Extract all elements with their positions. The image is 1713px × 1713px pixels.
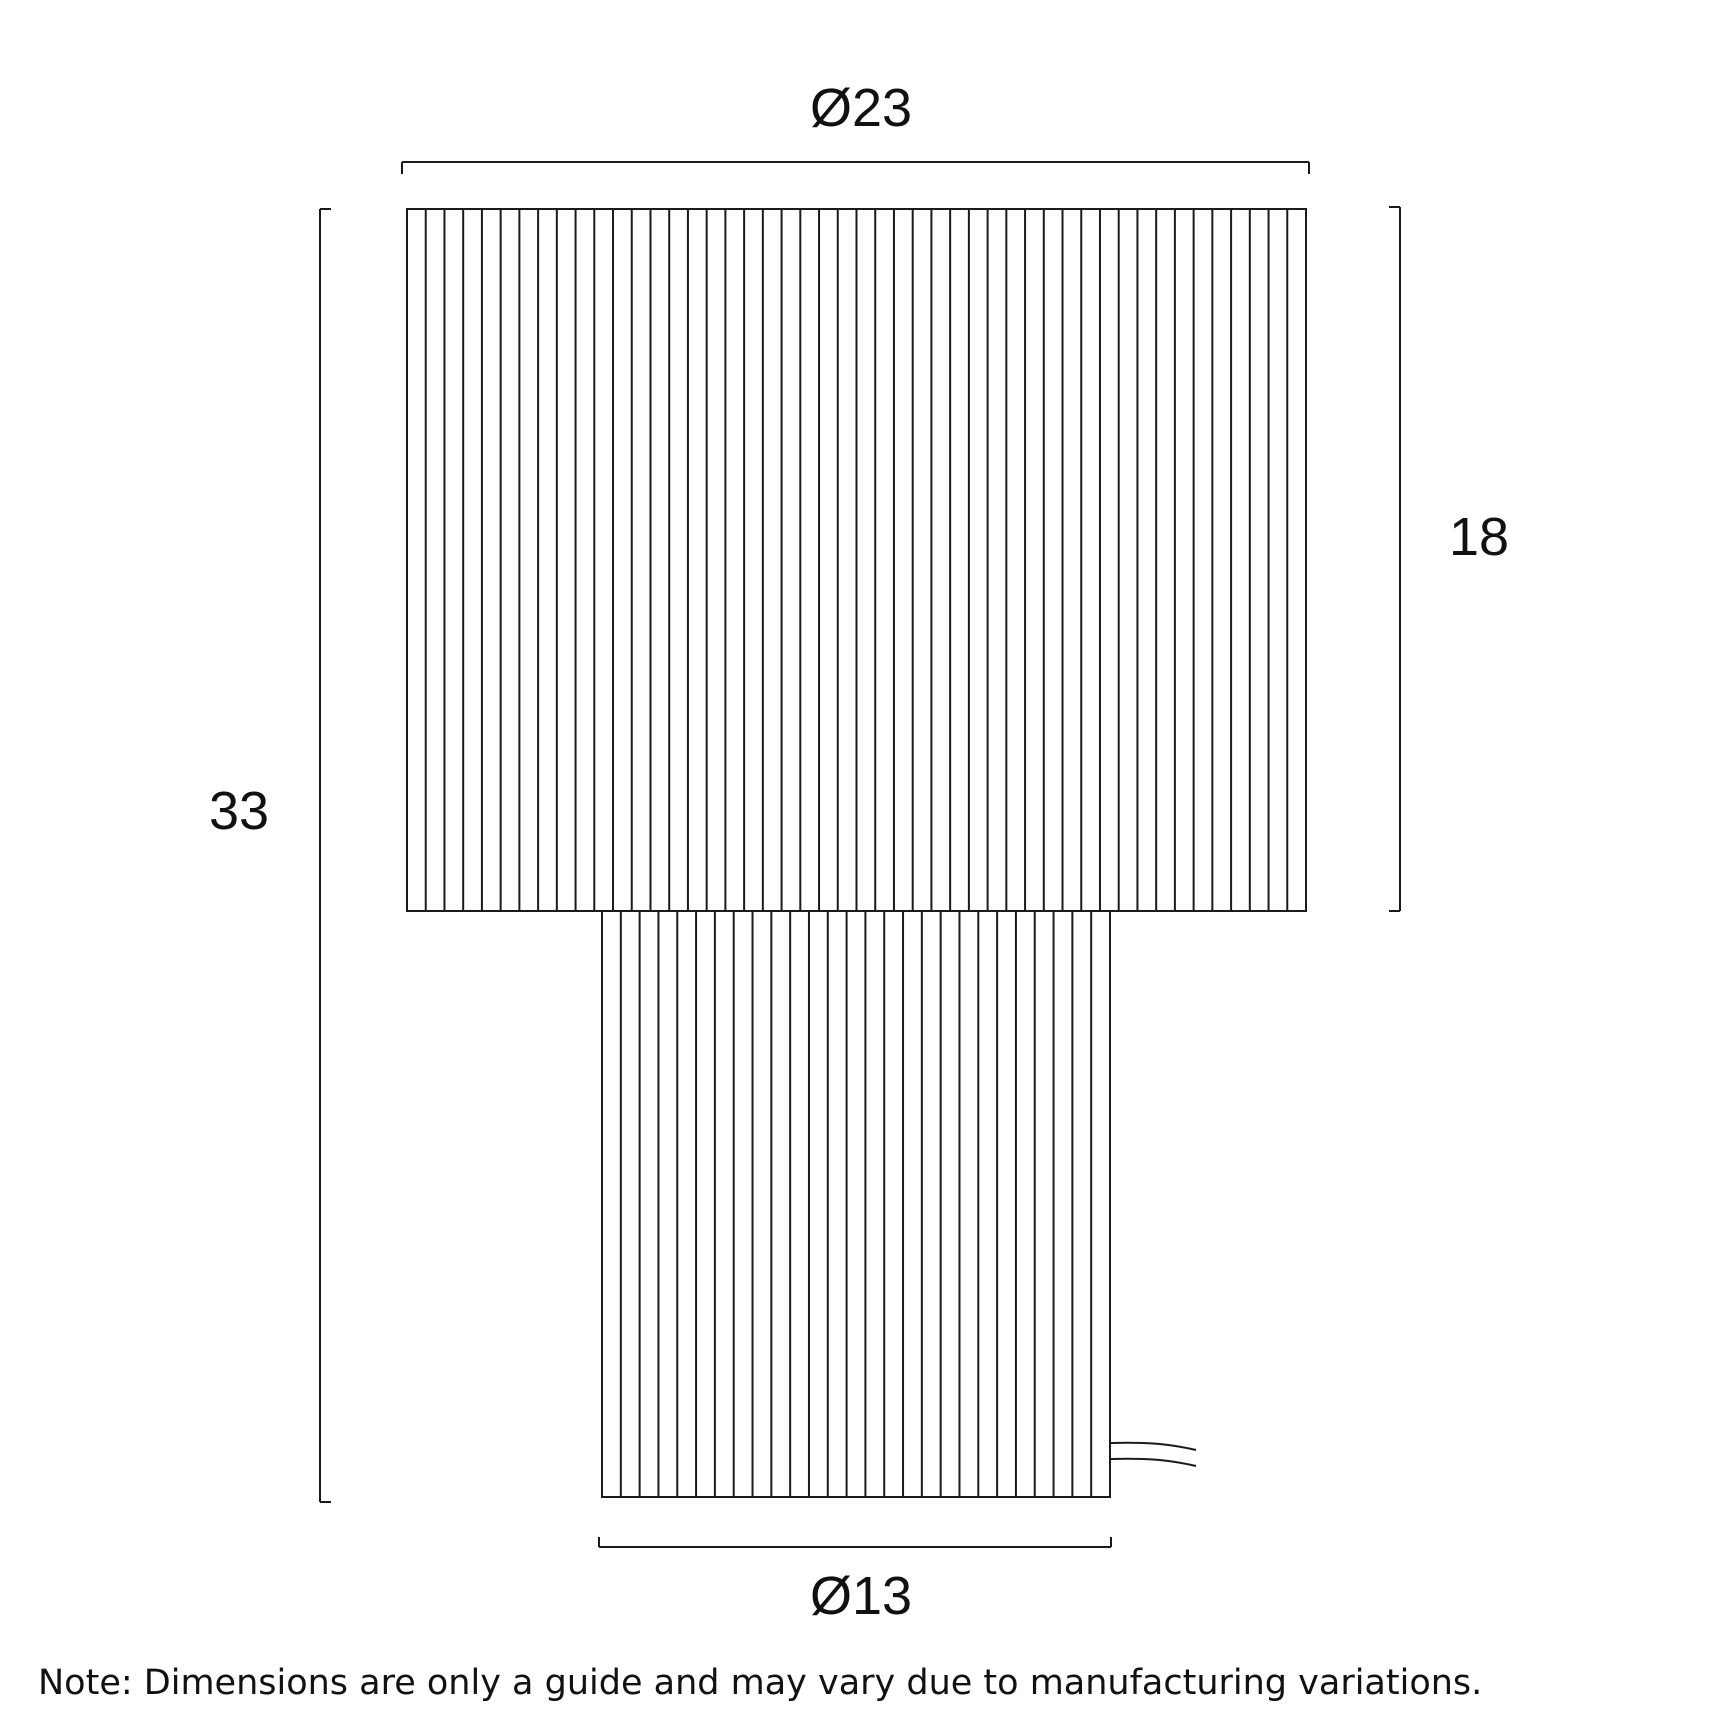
disclaimer-note: Note: Dimensions are only a guide and may vary due to manufacturing variations. xyxy=(38,1663,1483,1703)
power-cord xyxy=(1111,1443,1196,1466)
lamp-shade xyxy=(407,209,1306,911)
shade-diameter-label: Ø23 xyxy=(809,78,913,138)
shade-height-dimension xyxy=(1389,207,1400,911)
base-diameter-dimension xyxy=(599,1537,1111,1547)
base-ribs xyxy=(621,911,1091,1497)
total-height-label: 33 xyxy=(208,781,270,841)
base-diameter-label: Ø13 xyxy=(809,1566,913,1626)
power-cord-upper xyxy=(1111,1443,1196,1450)
shade-diameter-dimension xyxy=(402,162,1309,174)
power-cord-lower xyxy=(1111,1459,1196,1466)
shade-height-label: 18 xyxy=(1448,507,1510,567)
lamp-base xyxy=(602,911,1110,1497)
total-height-dimension xyxy=(320,209,331,1502)
shade-ribs xyxy=(426,209,1288,911)
